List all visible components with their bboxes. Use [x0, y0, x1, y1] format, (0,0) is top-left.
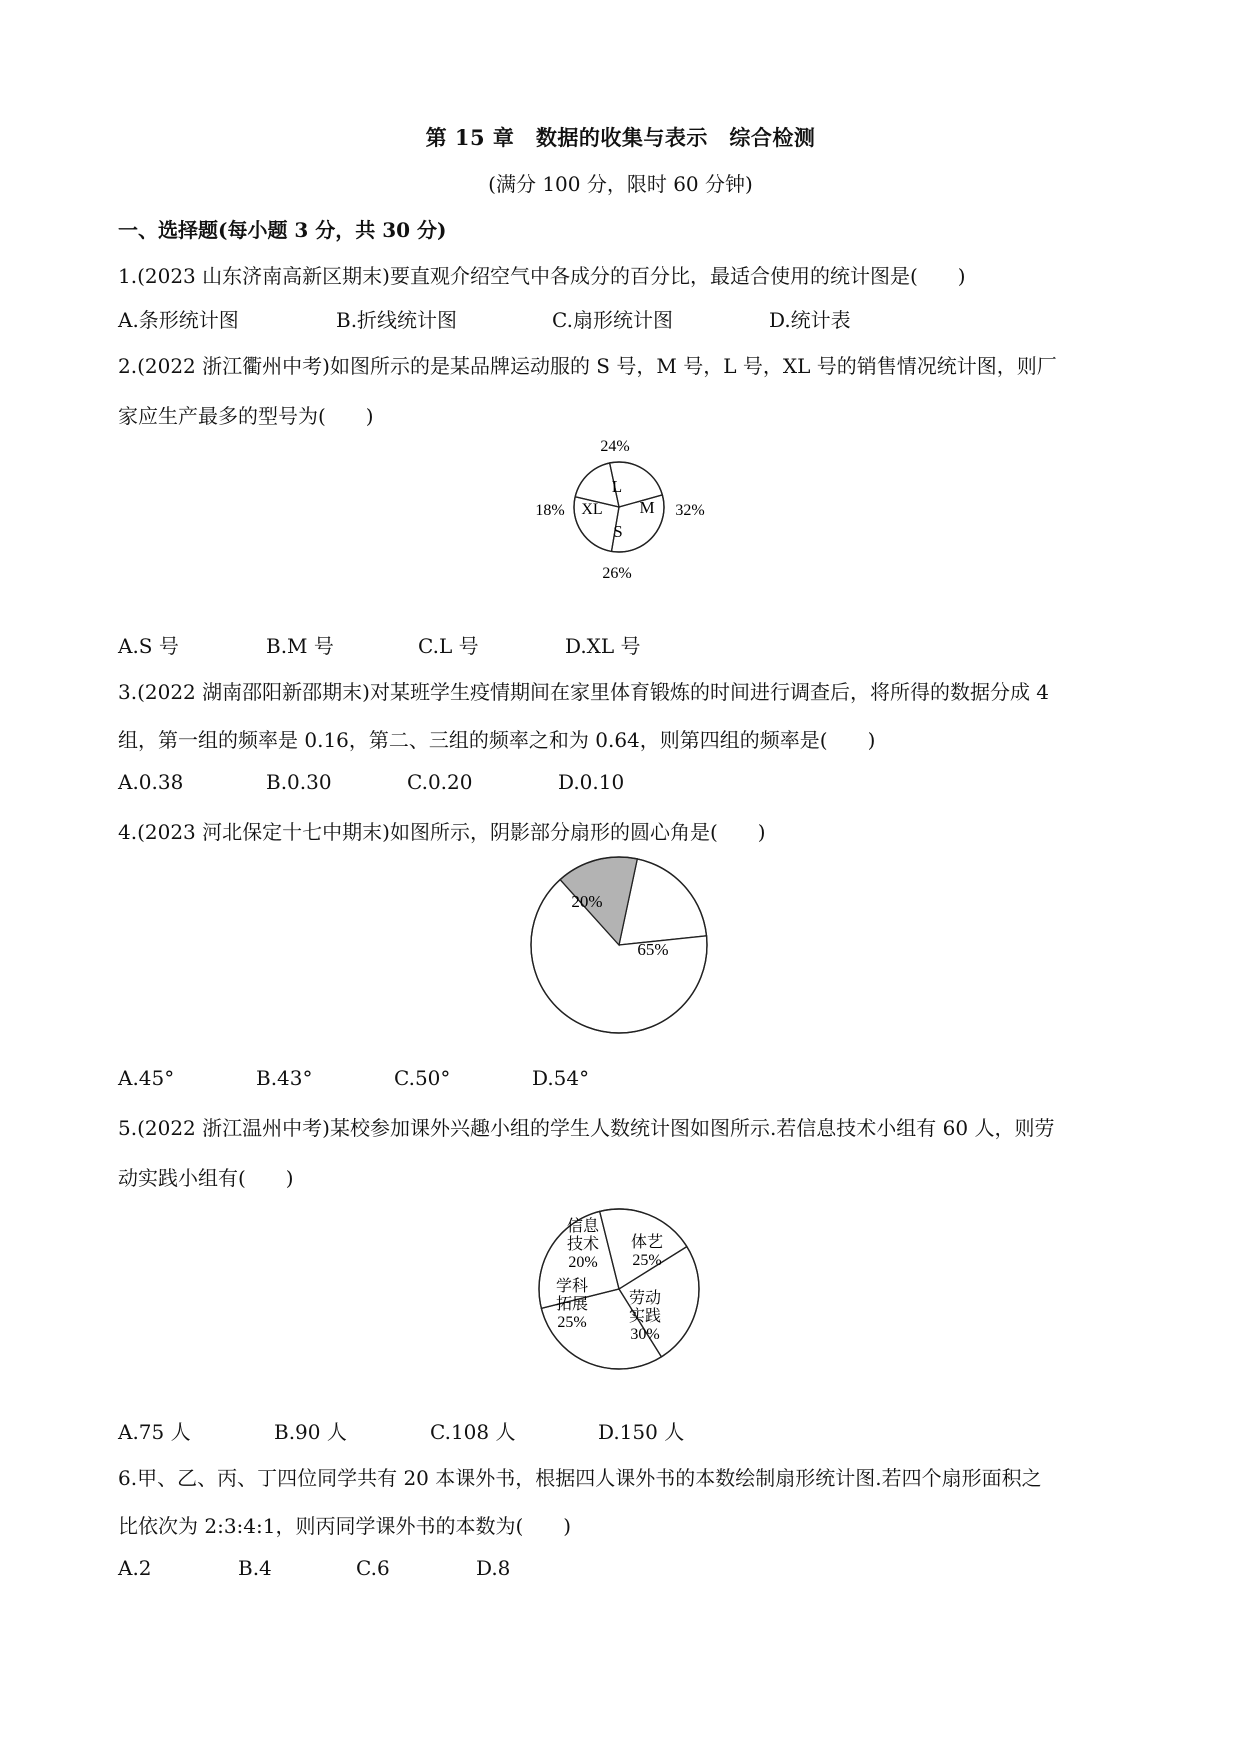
- question-6-line-2: 比依次为 2:3:4:1，则丙同学课外书的本数为( ): [118, 1514, 572, 1538]
- q5-option-d: D.150 人: [598, 1420, 685, 1444]
- q6-option-c: C.6: [356, 1556, 390, 1580]
- q6-option-d: D.8: [476, 1556, 511, 1580]
- q5-option-c: C.108 人: [430, 1420, 516, 1444]
- question-2-line-2: 家应生产最多的型号为( ): [118, 404, 374, 428]
- section-heading: 一、选择题(每小题 3 分，共 30 分): [118, 218, 447, 242]
- chart3-label-0-line-1: 技术: [566, 1236, 600, 1253]
- chart3-label-1-line-0: 体艺: [630, 1234, 664, 1251]
- q2-option-d: D.XL 号: [565, 634, 641, 658]
- q3-option-a: A.0.38: [118, 770, 184, 794]
- chart1-label-XL: XL: [581, 501, 603, 518]
- q5-option-a: A.75 人: [118, 1420, 191, 1444]
- chart1-label-M: M: [639, 498, 655, 517]
- question-1-text: 1.(2023 山东济南高新区期末)要直观介绍空气中各成分的百分比，最适合使用的统计图是( ): [118, 264, 966, 288]
- q4-option-d: D.54°: [532, 1066, 590, 1090]
- page-title: 第 15 章 数据的收集与表示 综合检测: [425, 125, 816, 150]
- chart3-label-0-line-0: 信息: [566, 1218, 600, 1235]
- q1-option-c: C.扇形统计图: [552, 308, 673, 332]
- q3-option-c: C.0.20: [407, 770, 473, 794]
- q1-option-a: A.条形统计图: [118, 308, 239, 332]
- q3-option-d: D.0.10: [558, 770, 625, 794]
- question-3-line-2: 组，第一组的频率是 0.16，第二、三组的频率之和为 0.64，则第四组的频率是( ): [118, 728, 876, 752]
- q4-option-a: A.45°: [118, 1066, 175, 1090]
- pie-chart-interest-groups: [535, 1205, 705, 1375]
- chart1-value-L: 24%: [600, 438, 630, 455]
- question-4-text: 4.(2023 河北保定十七中期末)如图所示，阴影部分扇形的圆心角是( ): [118, 820, 766, 844]
- chart1-value-M: 32%: [675, 502, 705, 519]
- q6-option-a: A.2: [118, 1556, 152, 1580]
- q4-option-c: C.50°: [394, 1066, 451, 1090]
- chart1-value-XL: 18%: [535, 502, 565, 519]
- pie-chart-shaded-sector: [530, 855, 710, 1035]
- chart3-label-3-line-1: 拓展: [555, 1296, 589, 1313]
- page-subtitle: (满分 100 分，限时 60 分钟): [488, 172, 753, 196]
- question-5-line-2: 动实践小组有( ): [118, 1166, 294, 1190]
- q5-option-b: B.90 人: [274, 1420, 347, 1444]
- q1-option-b: B.折线统计图: [336, 308, 458, 332]
- chart2-value-20: 20%: [571, 892, 603, 911]
- chart1-label-L: L: [611, 477, 623, 496]
- chart3-label-3-line-2: 25%: [557, 1314, 587, 1331]
- chart2-value-65: 65%: [637, 940, 669, 959]
- question-5-line-1: 5.(2022 浙江温州中考)某校参加课外兴趣小组的学生人数统计图如图所示.若信息技术小组有 60 人，则劳: [118, 1116, 1055, 1140]
- q4-option-b: B.43°: [256, 1066, 313, 1090]
- chart1-value-S: 26%: [602, 565, 632, 582]
- chart3-label-3-line-0: 学科: [555, 1278, 589, 1295]
- q2-option-a: A.S 号: [118, 634, 179, 658]
- chart3-label-2-line-1: 实践: [628, 1308, 662, 1325]
- pie-chart-sizes: [520, 435, 720, 595]
- q1-option-d: D.统计表: [769, 308, 851, 332]
- question-2-line-1: 2.(2022 浙江衢州中考)如图所示的是某品牌运动服的 S 号，M 号，L 号，XL 号的销售情况统计图，则厂: [118, 354, 1057, 378]
- question-6-line-1: 6.甲、乙、丙、丁四位同学共有 20 本课外书，根据四人课外书的本数绘制扇形统计图.若四个扇形面积之: [118, 1466, 1042, 1490]
- q6-option-b: B.4: [238, 1556, 272, 1580]
- chart3-label-2-line-2: 30%: [630, 1326, 660, 1343]
- chart1-label-S: S: [613, 522, 623, 541]
- chart3-label-0-line-2: 20%: [568, 1254, 598, 1271]
- q2-option-c: C.L 号: [418, 634, 479, 658]
- chart3-label-2-line-0: 劳动: [628, 1290, 662, 1307]
- question-3-line-1: 3.(2022 湖南邵阳新邵期末)对某班学生疫情期间在家里体育锻炼的时间进行调查后，将所得的数据分成 4: [118, 680, 1050, 704]
- q3-option-b: B.0.30: [266, 770, 332, 794]
- q2-option-b: B.M 号: [266, 634, 334, 658]
- chart3-label-1-line-1: 25%: [632, 1252, 662, 1269]
